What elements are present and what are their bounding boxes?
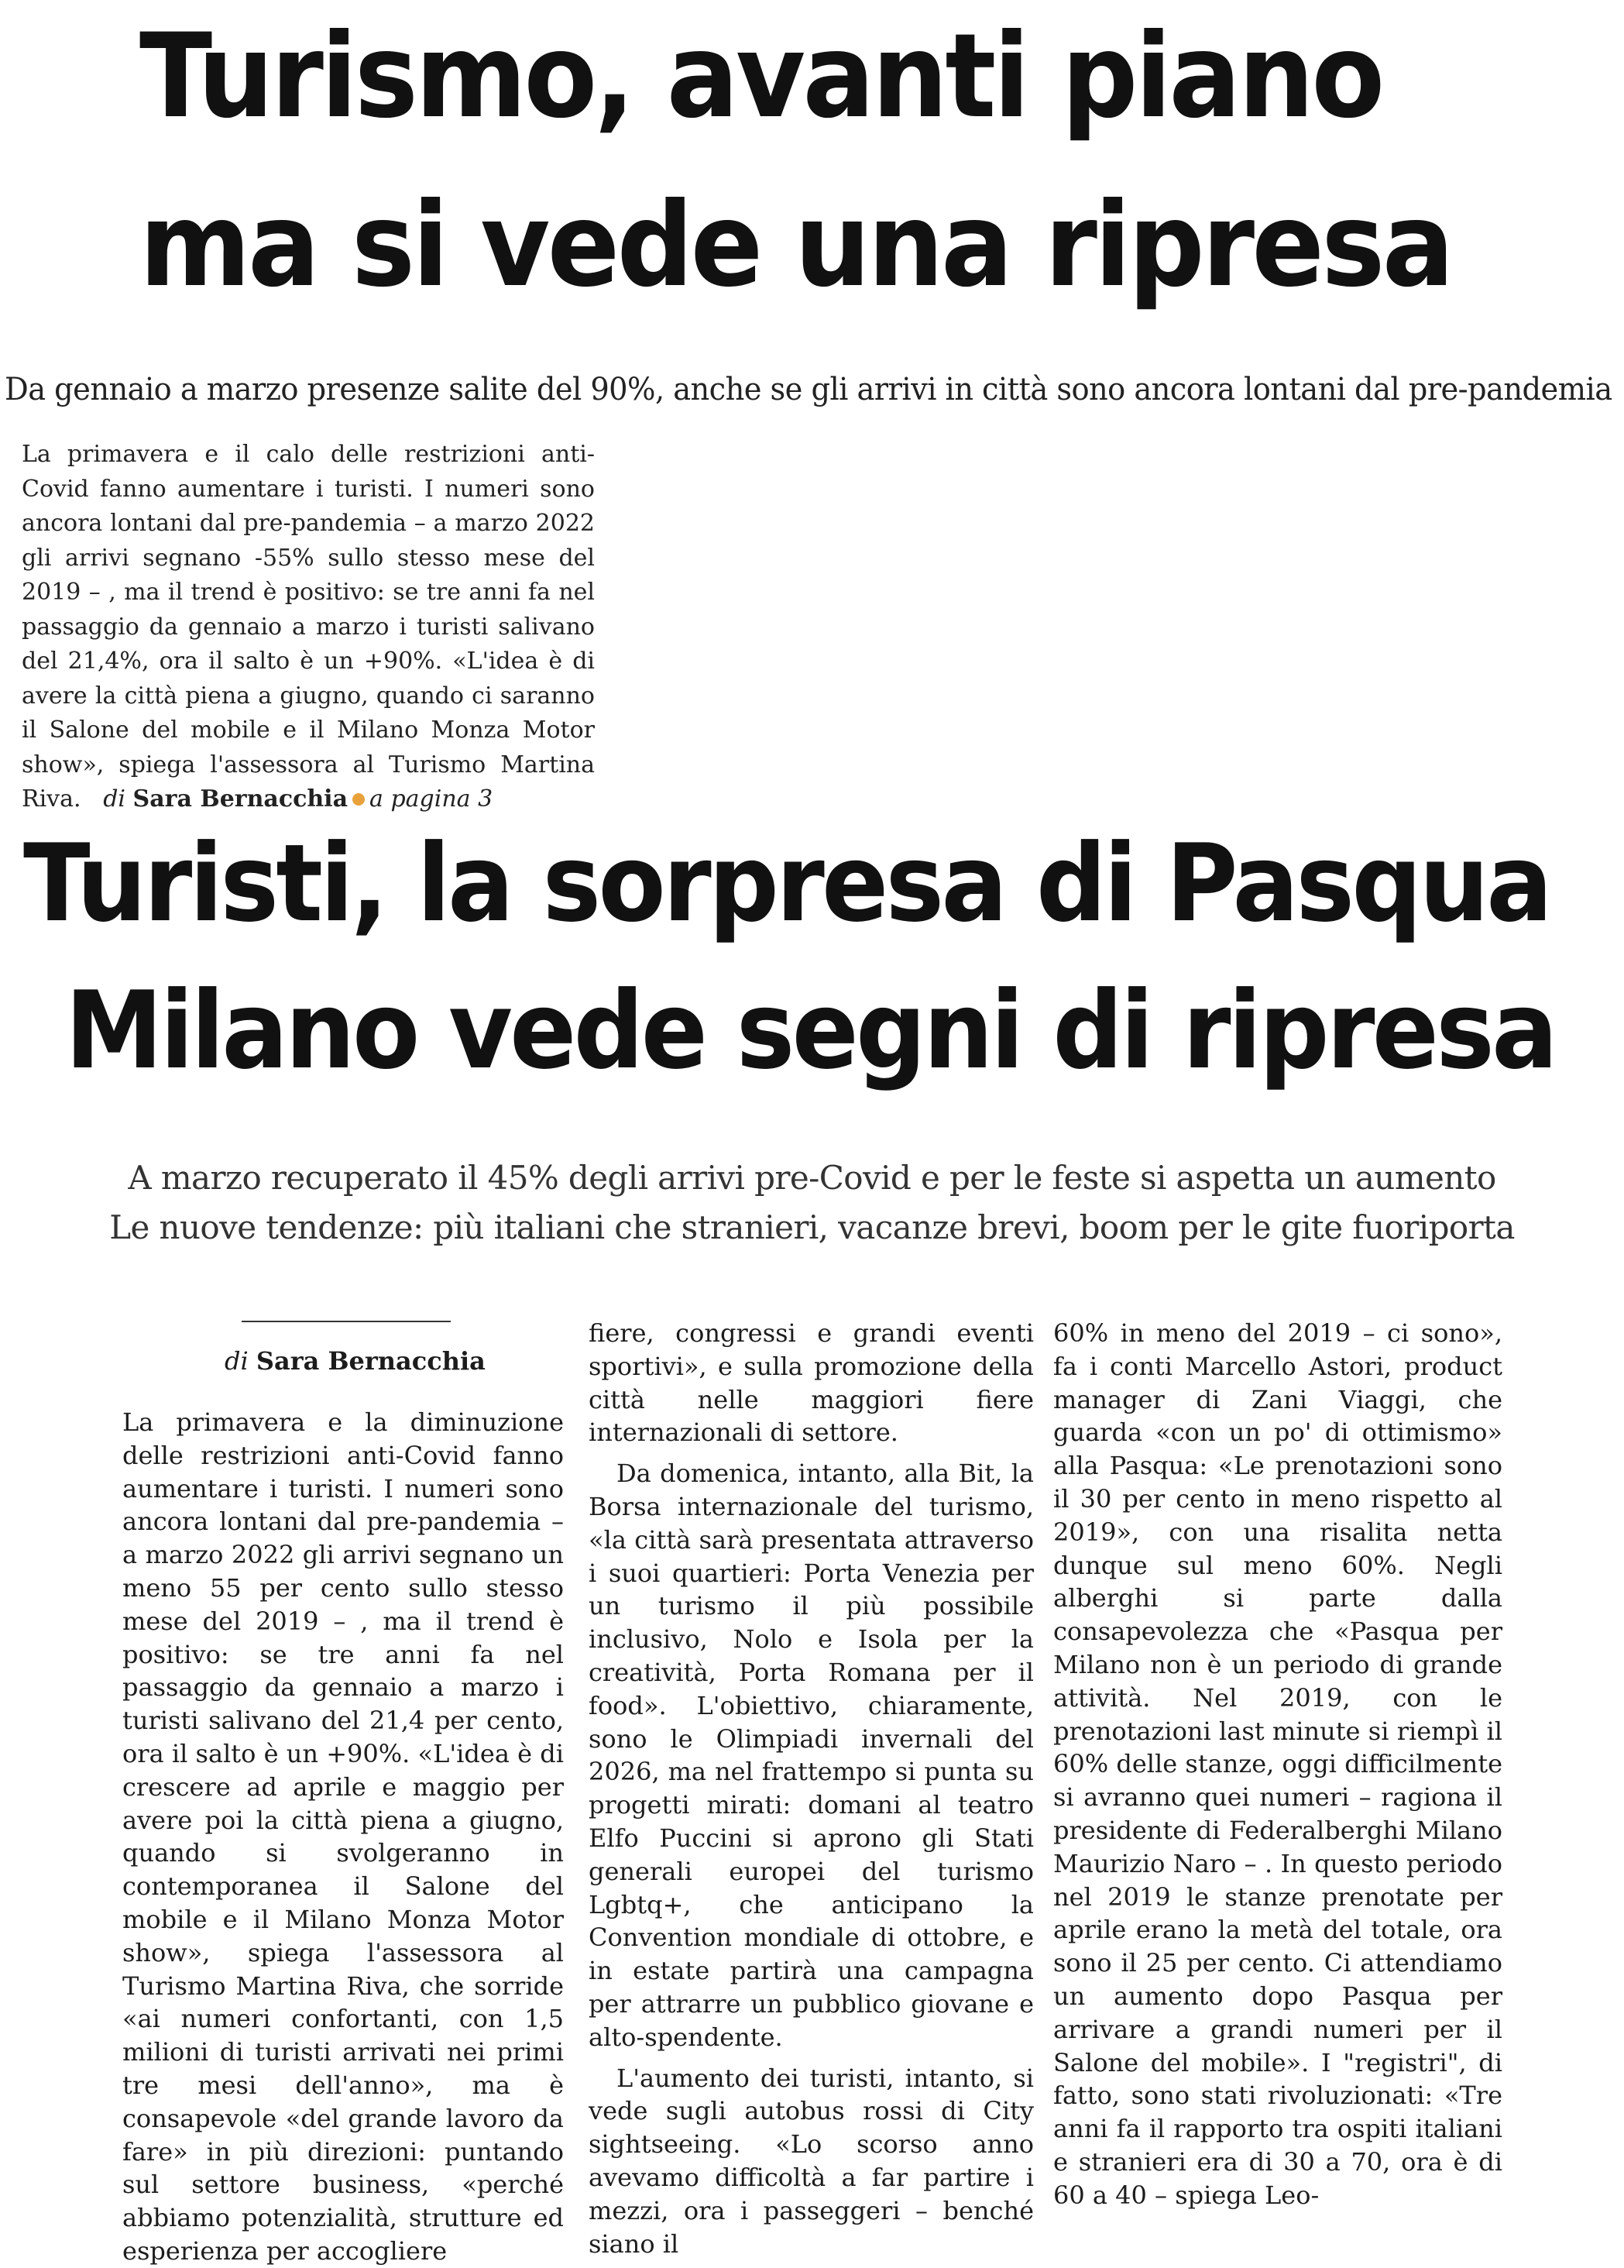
paragraph: La primavera e la diminuzione delle restrizioni anti-Covid fanno aumentare i turisti. I numeri sono ancora lontani dal pre-pandemia – a marzo 2022 gli arrivi segnano un meno 55 per cento sullo stesso mese del 2019 – , ma il trend è positivo: se tre anni fa nel passaggio da gennaio a marzo i turisti salivano del 21,4 per cento, ora il salto è un +90%. «L'idea è di crescere ad aprile e maggio per avere poi la città piena a giugno, quando si svolgeranno in contemporanea il Salone del mobile e il Milano Monza Motor show», spiega l'assessora al Turismo Martina Riva, che sorride «ai numeri confortanti, con 1,5 milioni di turisti arrivati nei primi tre mesi dell'anno», ma è consapevole «del grande lavoro da fare» in più direzioni: puntando sul settore business, «perché abbiamo potenzialità, strutture ed esperienza per accogliere [122,1407,564,2266]
top-byline-prefix: di [103,785,125,813]
main-subtitle-line1: A marzo recuperato il 45% degli arrivi pre-Covid e per le feste si aspetta un aumento [128,1159,1496,1197]
paragraph: L'aumento dei turisti, intanto, si vede sugli autobus rossi di City sightseeing. «Lo scorso anno avevamo difficoltà a far partire i mezzi, ora i passeggeri – benché siano il [589,2063,1034,2259]
byline-divider [242,1321,451,1322]
paragraph: Da domenica, intanto, alla Bit, la Borsa internazionale del turismo, «la città sarà presentata attraverso i suoi quartieri: Porta Venezia per un turismo il più possibile inclusivo, Nolo e Isola per la creatività, Porta Romana per il food». L'obiettivo, chiaramente, sono le Olimpiadi invernali del 2026, ma nel frattempo si punta su progetti mirati: domani al teatro Elfo Puccini si aprono gli Stati generali europei del turismo Lgbtq+, che anticipano la Convention mondiale di ottobre, e in estate partirà una campagna per attrarre un pubblico giovane e alto-spendente. [589,1459,1034,2052]
top-byline-author: Sara Bernacchia [132,785,348,813]
bullet-dot-icon [352,793,365,806]
top-subheadline: Da gennaio a marzo presenze salite del 90%, anche se gli arrivi in città sono ancora lontani dal pre-pandemia [5,372,1612,407]
article-column-3 [1053,1317,1502,2210]
top-summary-text: La primavera e il calo delle restrizioni anti-Covid fanno aumentare i turisti. I numeri sono ancora lontani dal pre-pandemia – a marzo 2022 gli arrivi segnano -55% sullo stesso mese del 2019 – , ma il trend è positivo: se tre anni fa nel passaggio da gennaio a marzo i turisti salivano del 21,4%, ora il salto è un +90%. «L'idea è di avere la città piena a giugno, quando ci saranno il Salone del mobile e il Milano Monza Motor show», spiega l'assessora al Turismo Martina Riva. [22,441,595,813]
article-column-1 [122,1406,564,2266]
paragraph: 60% in meno del 2019 – ci sono», fa i conti Marcello Astori, product manager di Zani Viaggi, che guarda «con un po' di ottimismo» alla Pasqua: «Le prenotazioni sono il 30 per cento in meno rispetto al 2019», con una risalita netta dunque sul meno 60%. Negli alberghi si parte dalla consapevolezza che «Pasqua per Milano non è un periodo di grande attività. Nel 2019, con le prenotazioni last minute si riempì il 60% delle stanze, oggi difficilmente si avranno quei numeri – ragiona il presidente di Federalberghi Milano Maurizio Naro – . In questo periodo nel 2019 le stanze prenotate per aprile erano la metà del totale, ora sono il 25 per cento. Ci attendiamo un aumento dopo Pasqua per arrivare a grandi numeri per il Salone del mobile». I "registri", di fatto, sono stati rivoluzionati: «Tre anni fa il rapporto tra ospiti italiani e stranieri era di 30 a 70, ora è di 60 a 40 – spiega Leo- [1053,1318,1502,2210]
top-summary-block [22,438,595,817]
top-headline-line1: Turismo, avanti piano [139,9,1382,144]
main-subtitle-line2: Le nuove tendenze: più italiani che stranieri, vacanze brevi, boom per le gite fuoriporta [109,1208,1515,1246]
top-headline-line2: ma si vede una ripresa [139,178,1452,313]
main-byline-author: Sara Bernacchia [256,1346,486,1376]
top-page-ref[interactable]: a pagina 3 [369,785,493,813]
main-byline [225,1346,486,1376]
article-column-2 [589,1317,1034,2259]
main-headline-line1: Turisti, la sorpresa di Pasqua [23,821,1550,946]
top-byline [88,785,493,813]
main-headline-line2: Milano vede segni di ripresa [65,968,1556,1093]
main-byline-prefix: di [225,1346,249,1376]
paragraph: fiere, congressi e grandi eventi sportivi», e sulla promozione della città nelle maggiori fiere internazionali di settore. [589,1318,1034,1448]
